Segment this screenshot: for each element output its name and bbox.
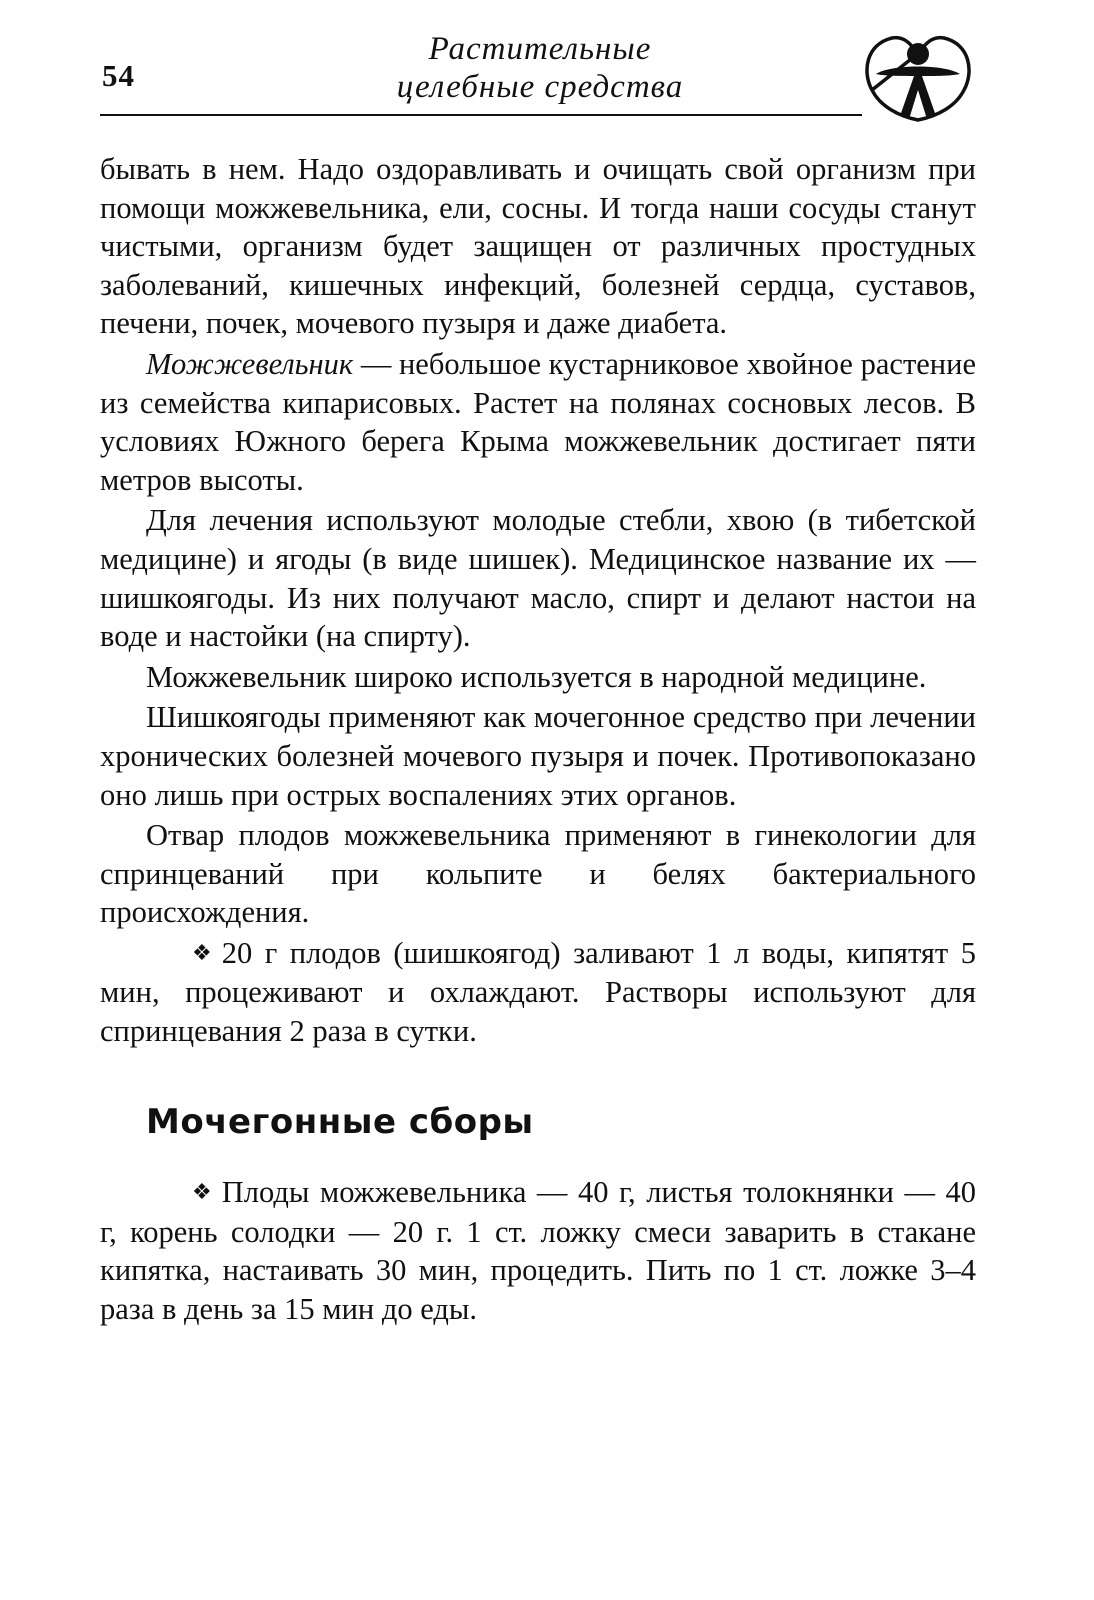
recipe-item [100, 934, 976, 1051]
paragraph: Шишкоягоды применяют как мочегонное средство при лечении хронических болезней мочевого пузыря и почек. Противопоказано оно лишь при острых воспалениях этих органов. [100, 700, 976, 812]
paragraph: бывать в нем. Надо оздоравливать и очищать свой организм при помощи можжевельника, ели, сосны. И тогда наши сосуды станут чистыми, организм будет защищен от различных простудных заболеваний, кишечных инфекций, болезней сердца, суставов, печени, почек, мочевого пузыря и даже диабета. [100, 152, 976, 341]
paragraph-text: — небольшое кустарниковое хвойное растение из семейства кипарисовых. Растет на полянах сосновых лесов. В условиях Южного берега Крыма можжевельник достигает пяти метров высоты. [100, 346, 976, 497]
bullet-diamond-icon: ❖ [192, 1180, 212, 1206]
running-title [350, 30, 730, 106]
page-header [100, 28, 980, 124]
stylized-figure-logo-icon [858, 28, 978, 124]
section-heading: Мочегонные сборы [146, 1101, 534, 1142]
page-number: 54 [102, 58, 135, 93]
recipe-item [100, 1173, 976, 1328]
paragraph: Можжевельник широко используется в народной медицине. [146, 659, 927, 694]
header-rule [100, 114, 862, 116]
paragraph: Отвар плодов можжевельника применяют в гинекологии для спринцеваний при кольпите и белях бактериального происхождения. [100, 818, 976, 930]
term-juniper: Можжевельник [146, 346, 354, 381]
running-title-line-1: Растительные [428, 31, 652, 67]
recipe-text: Плоды можжевельника — 40 г, листья толокнянки — 40 г, корень солодки — 20 г. 1 ст. ложку смеси заварить в стакане кипятка, настаивать 30 мин, процедить. Пить по 1 ст. ложке 3–4 раза в день за 15 мин до еды. [100, 1175, 976, 1327]
paragraph: Для лечения используют молодые стебли, хвою (в тибетской медицине) и ягоды (в виде шишек). Медицинское название их — шишкоягоды. Из них получают масло, спирт и делают настои на воде и настойки (на спирту). [100, 503, 976, 654]
running-title-line-2: целебные средства [396, 69, 684, 105]
paragraph [100, 345, 976, 499]
recipe-text: 20 г плодов (шишкоягод) заливают 1 л воды, кипятят 5 мин, процеживают и охлаждают. Растворы используют для спринцевания 2 раза в сутки. [100, 935, 976, 1049]
page-content [100, 150, 976, 1329]
bullet-diamond-icon: ❖ [192, 940, 212, 966]
